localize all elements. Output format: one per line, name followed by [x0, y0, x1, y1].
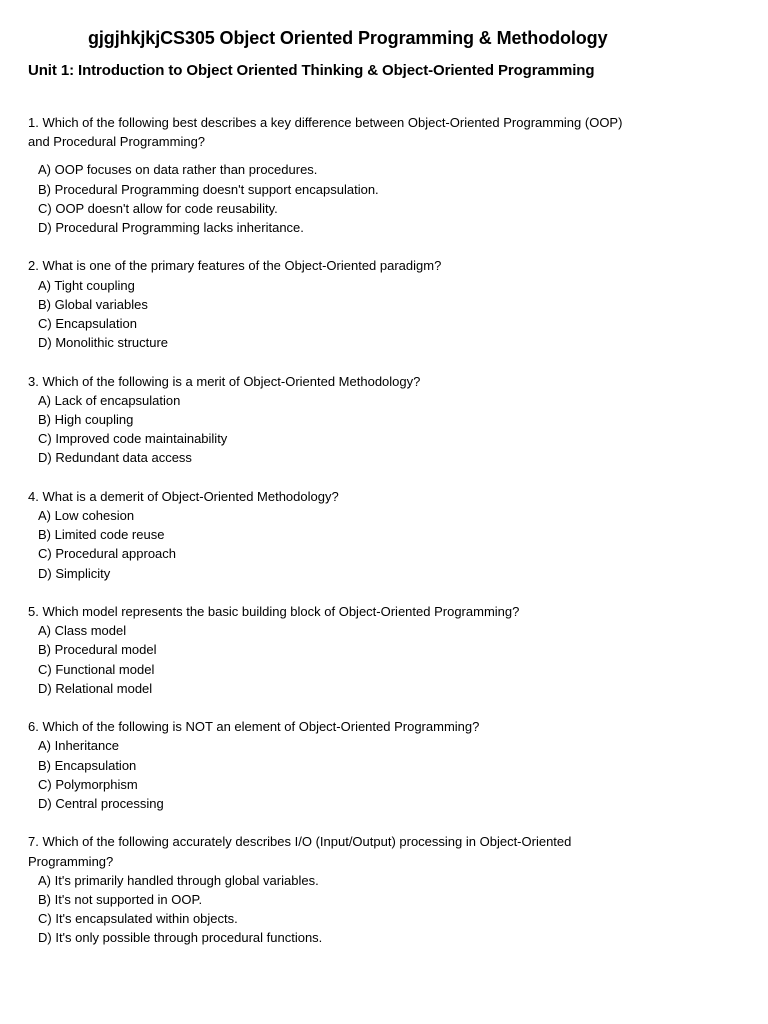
question-3-option-c: C) Improved code maintainability — [38, 431, 228, 447]
question-3-option-a: A) Lack of encapsulation — [38, 392, 181, 408]
question-7 — [28, 832, 643, 947]
question-7-text: 7. Which of the following accurately describes I/O (Input/Output) processing in Object-Oriented Programming? — [28, 834, 572, 869]
question-1-option-b: B) Procedural Programming doesn't support encapsulation. — [38, 181, 379, 197]
question-5 — [28, 602, 643, 698]
question-1-option-a: A) OOP focuses on data rather than procedures. — [38, 162, 318, 178]
question-4-text: 4. What is a demerit of Object-Oriented Methodology? — [28, 488, 339, 504]
document-title: gjgjhkjkjCS305 Object Oriented Programming & Methodology — [88, 28, 608, 48]
question-5-text: 5. Which model represents the basic building block of Object-Oriented Programming? — [28, 604, 520, 620]
question-7-option-c: C) It's encapsulated within objects. — [38, 911, 238, 927]
question-3-option-b: B) High coupling — [38, 412, 134, 428]
question-2-option-a: A) Tight coupling — [38, 277, 135, 293]
question-6-option-b: B) Encapsulation — [38, 757, 137, 773]
question-4-options — [28, 506, 643, 583]
question-2-options — [28, 276, 643, 353]
question-5-options — [28, 621, 643, 698]
question-1-options — [28, 160, 643, 237]
question-7-option-a: A) It's primarily handled through global variables. — [38, 872, 319, 888]
question-2-option-c: C) Encapsulation — [38, 316, 137, 332]
unit-heading: Unit 1: Introduction to Object Oriented Thinking & Object-Oriented Programming — [28, 62, 595, 79]
question-1 — [28, 113, 643, 237]
question-2-option-b: B) Global variables — [38, 296, 148, 312]
question-1-option-c: C) OOP doesn't allow for code reusability. — [38, 200, 278, 216]
question-7-option-b: B) It's not supported in OOP. — [38, 892, 203, 908]
question-5-option-a: A) Class model — [38, 623, 127, 639]
question-3-text: 3. Which of the following is a merit of Object-Oriented Methodology? — [28, 373, 421, 389]
question-4 — [28, 487, 643, 583]
question-1-text: 1. Which of the following best describes a key difference between Object-Oriented Programming (OOP) and Procedural Programming? — [28, 115, 623, 150]
question-3 — [28, 372, 643, 468]
question-6 — [28, 717, 643, 813]
question-list — [28, 113, 643, 967]
question-4-option-a: A) Low cohesion — [38, 508, 135, 524]
question-6-text: 6. Which of the following is NOT an element of Object-Oriented Programming? — [28, 719, 480, 735]
question-2-text: 2. What is one of the primary features of the Object-Oriented paradigm? — [28, 258, 442, 274]
question-6-option-a: A) Inheritance — [38, 738, 119, 754]
question-1-option-d: D) Procedural Programming lacks inheritance. — [38, 220, 304, 236]
question-3-option-d: D) Redundant data access — [38, 450, 192, 466]
question-4-option-c: C) Procedural approach — [38, 546, 177, 562]
question-3-options — [28, 391, 643, 468]
question-6-options — [28, 736, 643, 813]
question-7-options — [28, 871, 643, 948]
question-5-option-b: B) Procedural model — [38, 642, 157, 658]
question-6-option-d: D) Central processing — [38, 796, 164, 812]
question-2 — [28, 256, 643, 352]
question-2-option-d: D) Monolithic structure — [38, 335, 169, 351]
question-7-option-d: D) It's only possible through procedural functions. — [38, 930, 323, 946]
question-5-option-d: D) Relational model — [38, 680, 153, 696]
question-4-option-d: D) Simplicity — [38, 565, 111, 581]
question-5-option-c: C) Functional model — [38, 661, 155, 677]
question-6-option-c: C) Polymorphism — [38, 776, 138, 792]
question-4-option-b: B) Limited code reuse — [38, 527, 165, 543]
